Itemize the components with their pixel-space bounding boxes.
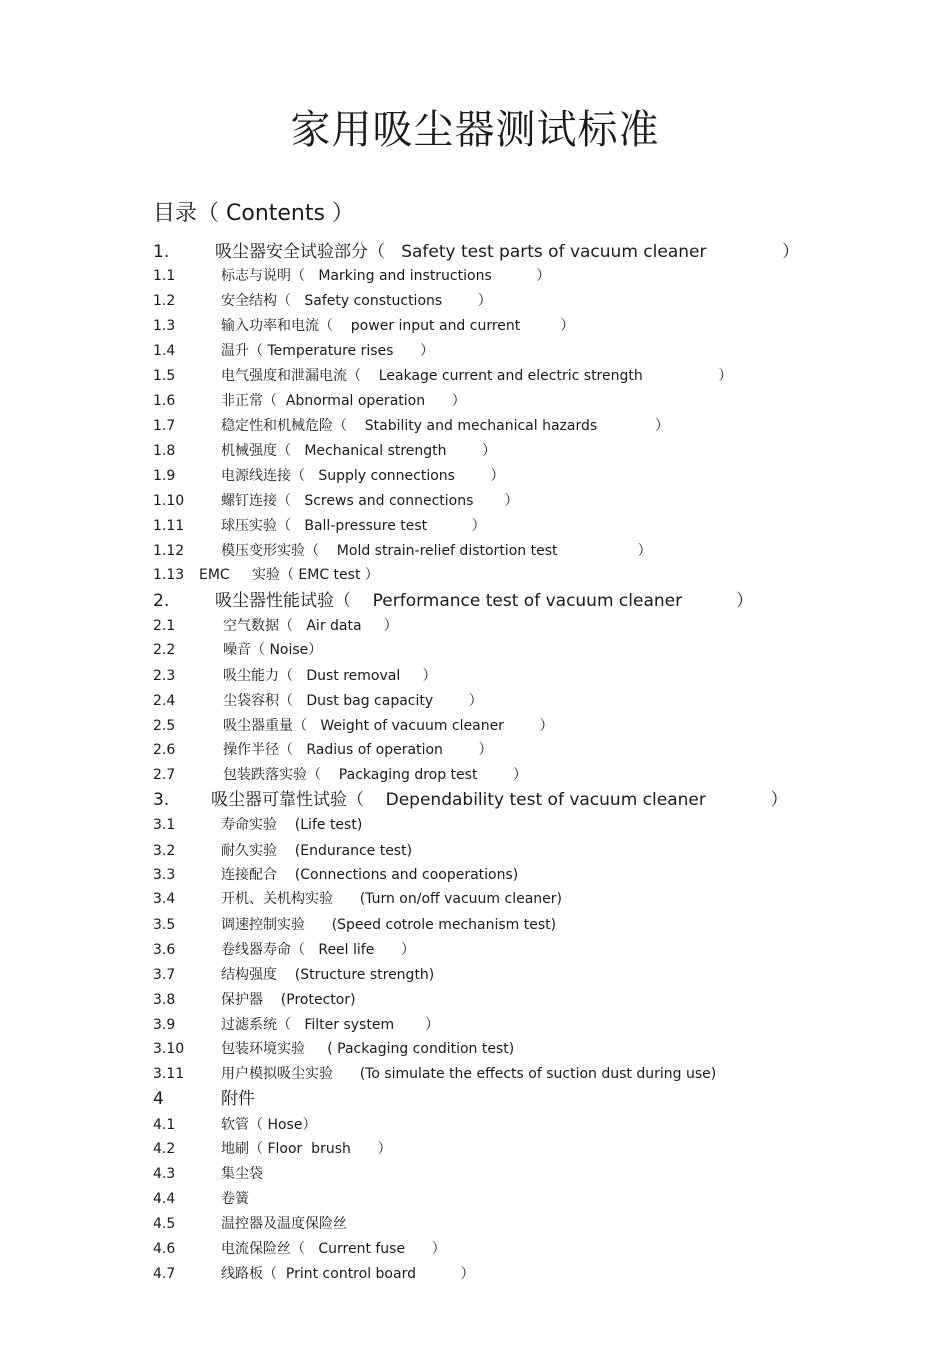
toc-text: 卷线器寿命（ Reel life ）: [221, 942, 416, 958]
toc-text: 结构强度 (Structure strength): [221, 967, 435, 983]
toc-text: 操作半径（ Radius of operation ）: [223, 742, 493, 758]
toc-text: 电流保险丝（ Current fuse ）: [221, 1241, 446, 1257]
toc-text: 温升（ Temperature rises ）: [221, 343, 435, 359]
toc-text: 开机、关机构实验 (Turn on/off vacuum cleaner): [221, 891, 562, 907]
toc-number: 1.11: [153, 518, 185, 534]
toc-text: 地刷（ Floor brush ）: [221, 1141, 392, 1157]
document-title: 家用吸尘器测试标准: [290, 107, 660, 153]
toc-number: 3.8: [153, 992, 176, 1008]
toc-text: 噪音（ Noise）: [223, 642, 323, 658]
toc-number: 2.7: [153, 767, 176, 783]
toc-text: 电气强度和泄漏电流（ Leakage current and electric strength ）: [221, 368, 733, 384]
toc-number: 1.12: [153, 543, 185, 559]
toc-number: 1.9: [153, 468, 176, 484]
toc-text: 线路板（ Print control board ）: [221, 1266, 475, 1282]
toc-text: 球压实验（ Ball-pressure test ）: [221, 518, 486, 534]
toc-number: 2.3: [153, 668, 176, 684]
toc-number: 1.4: [153, 343, 176, 359]
contents-heading: 目录（ Contents ）: [153, 201, 354, 226]
toc-text: 吸尘器可靠性试验（ Dependability test of vacuum cleaner ）: [211, 790, 788, 810]
toc-number: 1.3: [153, 318, 176, 334]
toc-text: 用户模拟吸尘实验 (To simulate the effects of suction dust during use): [221, 1066, 717, 1082]
toc-number: 4.4: [153, 1191, 176, 1207]
toc-number: 1.1: [153, 268, 176, 284]
toc-number: 1.2: [153, 293, 176, 309]
toc-number: 2.6: [153, 742, 176, 758]
toc-number: 3.6: [153, 942, 176, 958]
toc-number: 4.1: [153, 1117, 176, 1133]
toc-text: 集尘袋: [221, 1166, 263, 1182]
toc-number: 4.3: [153, 1166, 176, 1182]
toc-text: 输入功率和电流（ power input and current ）: [221, 318, 575, 334]
toc-text: EMC 实验（ EMC test ）: [199, 567, 379, 583]
toc-number: 4.6: [153, 1241, 176, 1257]
toc-text: 耐久实验 (Endurance test): [221, 843, 413, 859]
toc-text: 保护器 (Protector): [221, 992, 356, 1008]
toc-text: 卷簧: [221, 1191, 249, 1207]
toc-number: 4: [153, 1089, 164, 1109]
toc-text: 包装环境实验 ( Packaging condition test): [221, 1041, 515, 1057]
toc-text: 稳定性和机械危险（ Stability and mechanical hazards ）: [221, 418, 670, 434]
toc-number: 1.8: [153, 443, 176, 459]
toc-text: 机械强度（ Mechanical strength ）: [221, 443, 497, 459]
toc-number: 3.4: [153, 891, 176, 907]
toc-number: 3.9: [153, 1017, 176, 1033]
toc-number: 3.3: [153, 867, 176, 883]
toc-number: 1.6: [153, 393, 176, 409]
toc-text: 吸尘能力（ Dust removal ）: [223, 668, 437, 684]
toc-number: 4.5: [153, 1216, 176, 1232]
toc-number: 3.2: [153, 843, 176, 859]
toc-number: 2.5: [153, 718, 176, 734]
toc-number: 3.5: [153, 917, 176, 933]
toc-text: 螺钉连接（ Screws and connections ）: [221, 493, 519, 509]
toc-text: 安全结构（ Safety constuctions ）: [221, 293, 492, 309]
toc-number: 3.: [153, 790, 170, 810]
toc-text: 模压变形实验（ Mold strain-relief distortion test ）: [221, 543, 652, 559]
toc-number: 1.10: [153, 493, 185, 509]
toc-number: 3.10: [153, 1041, 185, 1057]
toc-number: 1.13: [153, 567, 185, 583]
toc-text: 连接配合 (Connections and cooperations): [221, 867, 519, 883]
toc-text: 非正常（ Abnormal operation ）: [221, 393, 466, 409]
toc-number: 3.7: [153, 967, 176, 983]
toc-text: 调速控制实验 (Speed cotrole mechanism test): [221, 917, 557, 933]
toc-number: 2.2: [153, 642, 176, 658]
toc-number: 1.: [153, 242, 170, 262]
toc-number: 4.2: [153, 1141, 176, 1157]
toc-text: 温控器及温度保险丝: [221, 1216, 347, 1232]
toc-number: 2.: [153, 591, 170, 611]
toc-number: 1.7: [153, 418, 176, 434]
toc-text: 寿命实验 (Life test): [221, 817, 363, 833]
toc-text: 标志与说明（ Marking and instructions ）: [221, 268, 551, 284]
toc-number: 3.1: [153, 817, 176, 833]
toc-text: 电源线连接（ Supply connections ）: [221, 468, 505, 484]
toc-text: 尘袋容积（ Dust bag capacity ）: [223, 693, 483, 709]
toc-text: 吸尘器安全试验部分（ Safety test parts of vacuum cleaner ）: [215, 242, 800, 262]
toc-number: 2.4: [153, 693, 176, 709]
toc-number: 2.1: [153, 618, 176, 634]
toc-text: 吸尘器重量（ Weight of vacuum cleaner ）: [223, 718, 554, 734]
toc-number: 3.11: [153, 1066, 185, 1082]
toc-text: 包装跌落实验（ Packaging drop test ）: [223, 767, 528, 783]
toc-text: 吸尘器性能试验（ Performance test of vacuum cleaner ）: [215, 591, 754, 611]
toc-text: 附件: [221, 1089, 255, 1109]
toc-text: 过滤系统（ Filter system ）: [221, 1017, 440, 1033]
toc-text: 软管（ Hose）: [221, 1117, 317, 1133]
toc-text: 空气数据（ Air data ）: [223, 618, 398, 634]
toc-number: 1.5: [153, 368, 176, 384]
toc-number: 4.7: [153, 1266, 176, 1282]
